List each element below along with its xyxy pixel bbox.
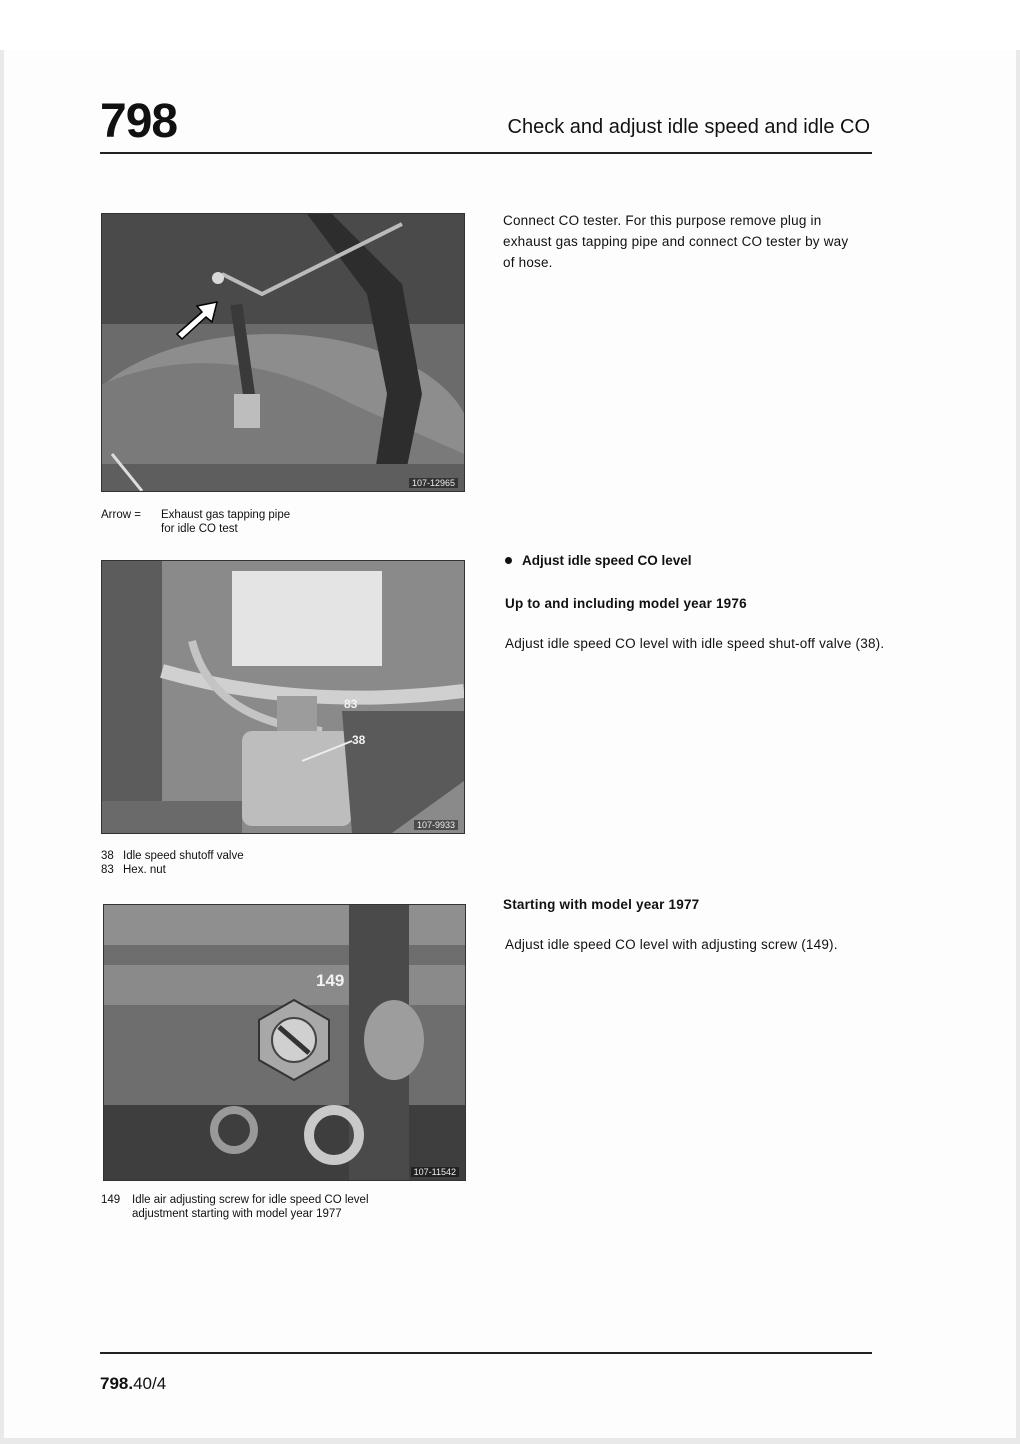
- photo-code: 107-11542: [411, 1167, 459, 1177]
- caption-text: Idle speed shutoff valve: [123, 850, 244, 862]
- photo-label-38: 38: [352, 733, 366, 747]
- figure-3-caption: [101, 1193, 421, 1221]
- heading-up-to-1976: Up to and including model year 1976: [505, 596, 747, 611]
- caption-key: 149: [101, 1194, 121, 1206]
- caption-text: Exhaust gas tapping pipe for idle CO test: [161, 509, 291, 535]
- page-number: [100, 1374, 166, 1394]
- heading-from-1977: Starting with model year 1977: [503, 897, 700, 912]
- photo-label-149: 149: [316, 971, 345, 990]
- photo-2-drawing: [102, 561, 464, 833]
- header-rule: [100, 152, 872, 154]
- caption-key: Arrow =: [101, 509, 141, 521]
- photo-idle-shutoff-valve: [101, 560, 465, 834]
- caption-row: [101, 863, 461, 877]
- page-title: Check and adjust idle speed and idle CO: [507, 116, 870, 138]
- caption-text: Idle air adjusting screw for idle speed CO level adjustment starting with model year 1977: [132, 1194, 369, 1220]
- photo-1-drawing: [102, 214, 464, 491]
- photo-label-83: 83: [344, 697, 358, 711]
- instruction-adjusting-screw: Adjust idle speed CO level with adjusting screw (149).: [505, 937, 838, 952]
- photo-idle-air-adjusting-screw: [103, 904, 466, 1181]
- photo-exhaust-tapping-pipe: [101, 213, 465, 492]
- instruction-connect-co-tester: Connect CO tester. For this purpose remove plug in exhaust gas tapping pipe and connect CO tester by way of hose.: [503, 213, 849, 270]
- photo-3-drawing: [104, 905, 465, 1180]
- page-number-bold: 798.: [100, 1374, 134, 1393]
- footer-rule: [100, 1352, 872, 1354]
- bullet-dot: [505, 557, 512, 564]
- caption-text: Hex. nut: [123, 864, 166, 876]
- photo-code: 107-12965: [409, 478, 458, 488]
- caption-key: 38: [101, 850, 114, 862]
- bullet-text: Adjust idle speed CO level: [522, 553, 692, 568]
- figure-1-caption: [101, 508, 461, 536]
- photo-code: 107-9933: [414, 820, 458, 830]
- caption-key: 83: [101, 864, 114, 876]
- bullet-adjust-idle-co: [505, 553, 692, 568]
- caption-row: [101, 508, 461, 536]
- caption-row: [101, 849, 461, 863]
- page-number-rest: 40/4: [133, 1374, 167, 1393]
- chapter-number: 798: [100, 95, 178, 148]
- caption-row: [101, 1193, 421, 1221]
- instruction-shutoff-valve: Adjust idle speed CO level with idle speed shut-off valve (38).: [505, 636, 885, 651]
- top-strip: [0, 0, 1020, 50]
- figure-2-caption: [101, 849, 461, 877]
